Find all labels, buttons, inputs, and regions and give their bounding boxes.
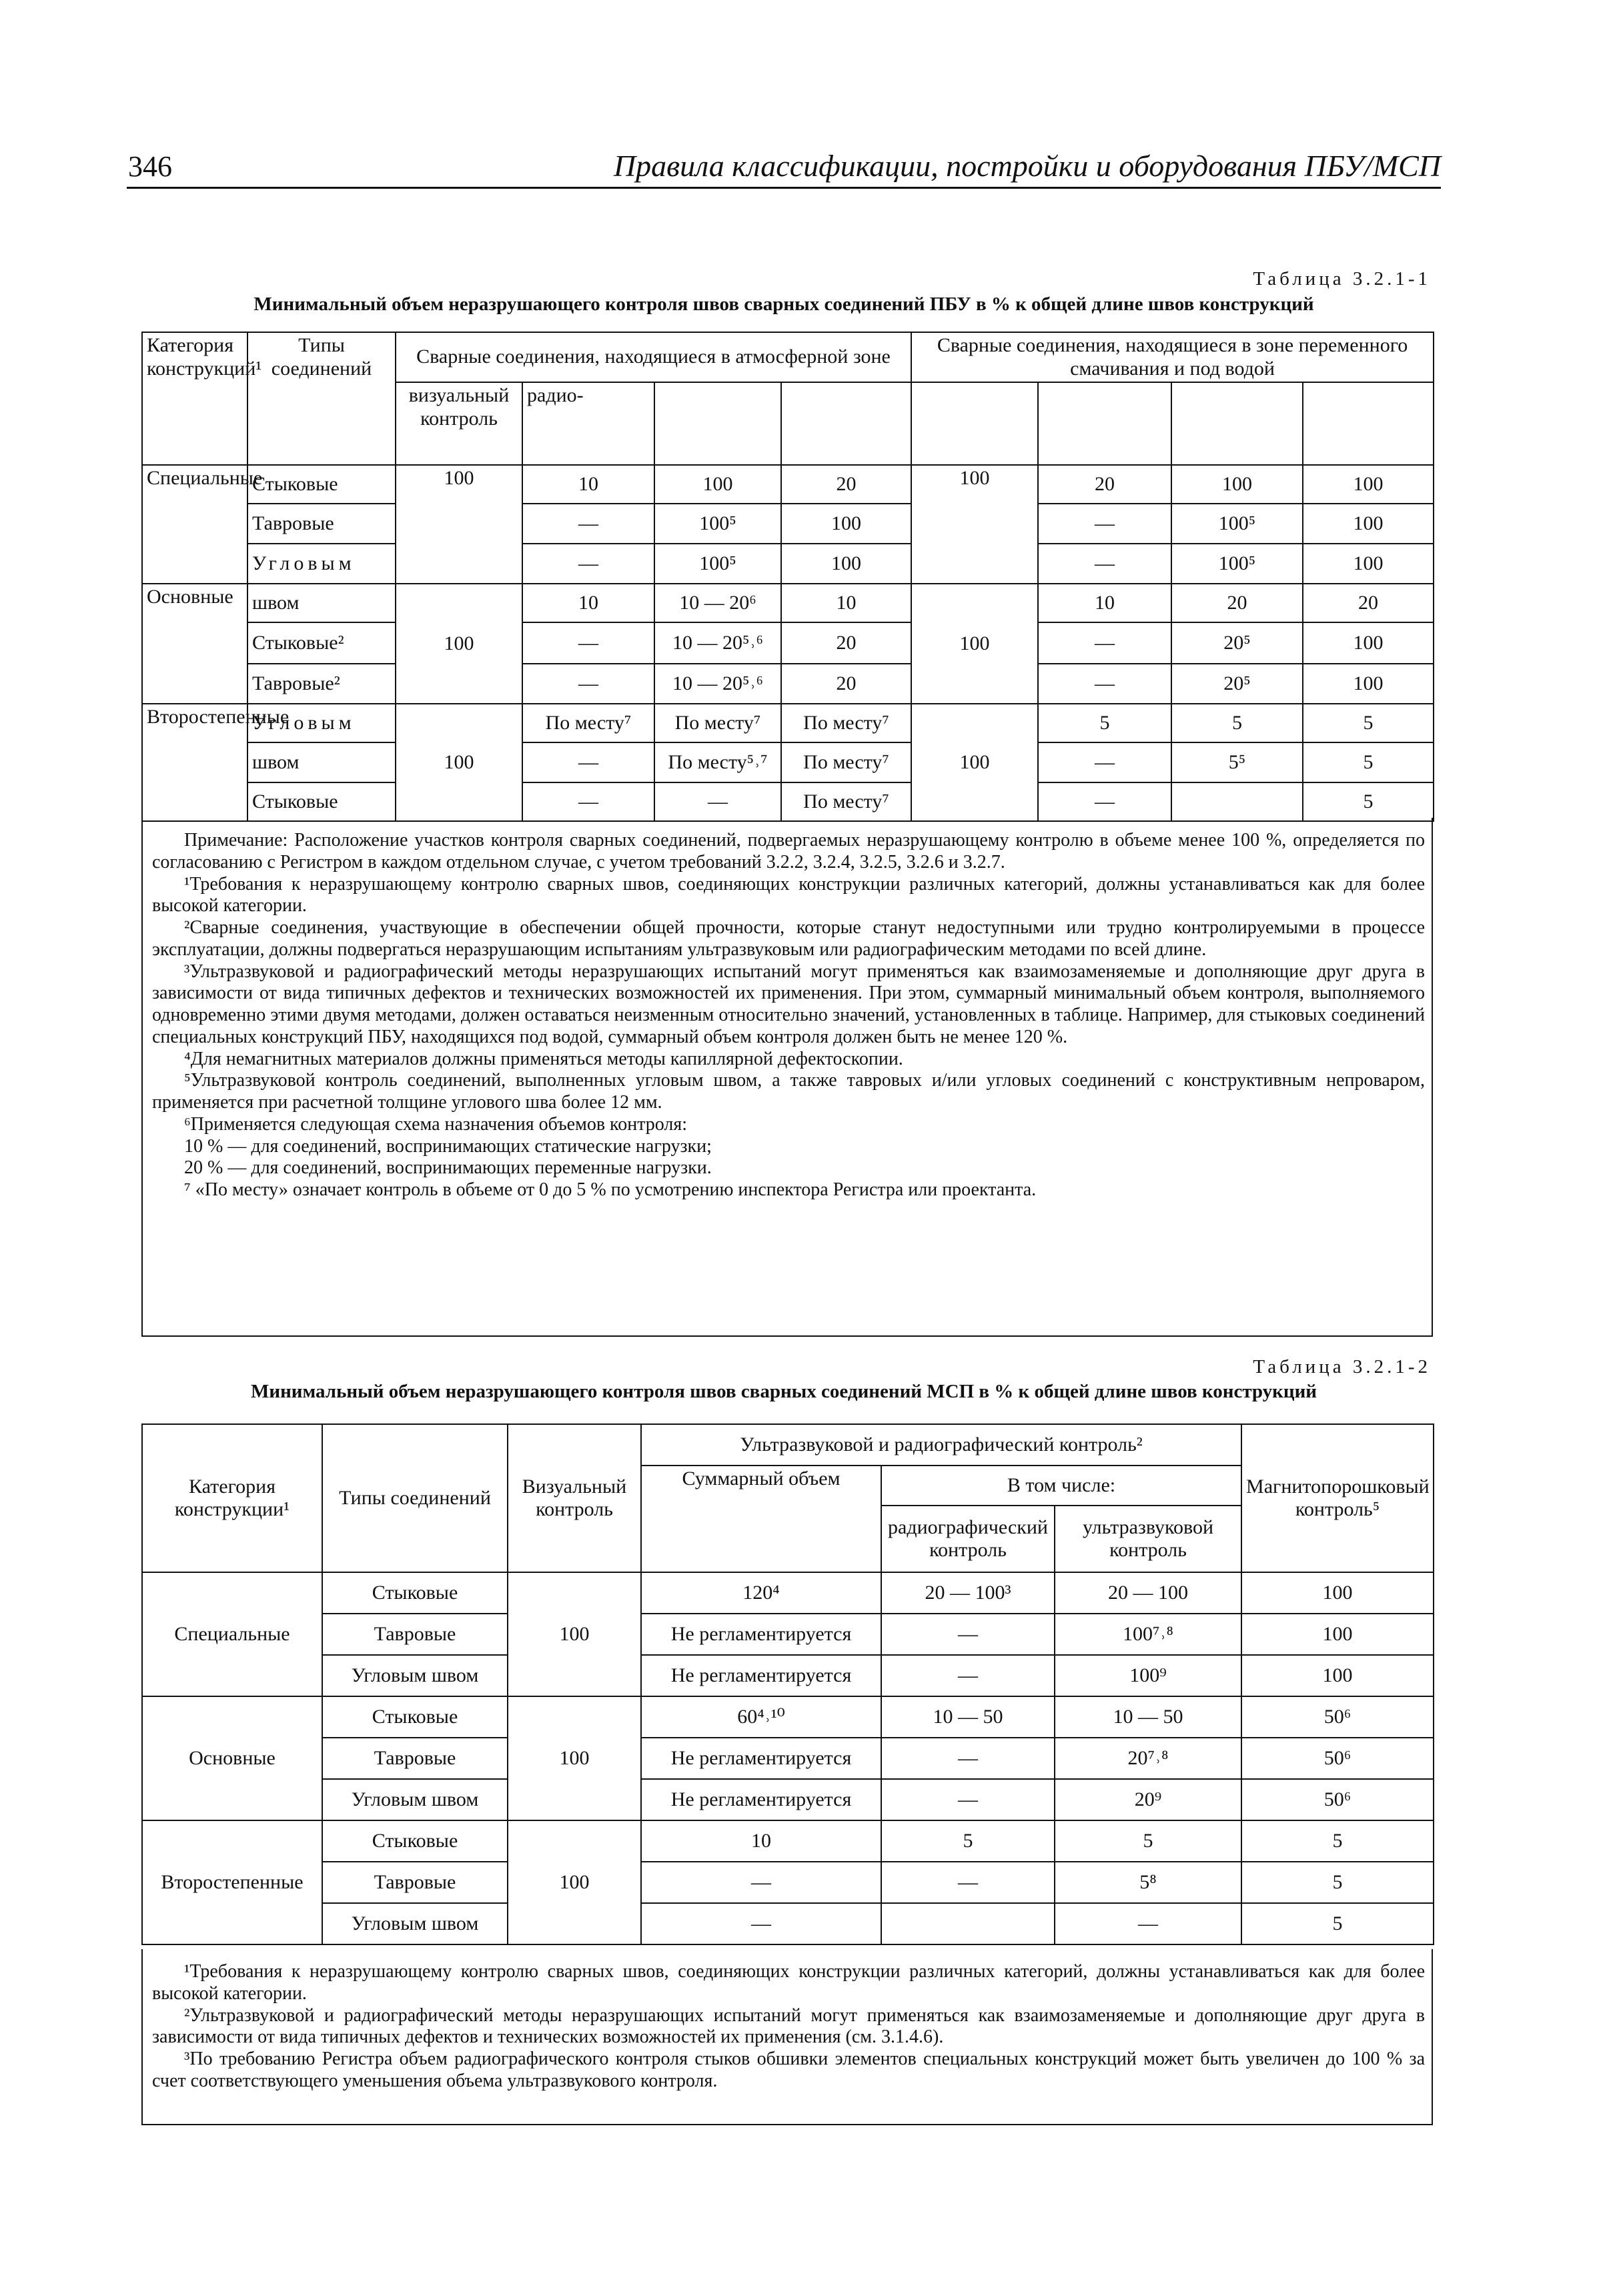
- t1-cell: —: [522, 504, 654, 544]
- t1-cell: 5: [1303, 742, 1434, 782]
- page-header: [127, 145, 1441, 189]
- t1-type: швом: [247, 742, 396, 782]
- t1-atmo-visual: 100: [396, 584, 522, 704]
- t2-cell: Не регламентируется: [641, 1779, 881, 1820]
- t2-cell: 20 — 100³: [881, 1572, 1055, 1614]
- t1-cell: По месту⁷: [781, 782, 911, 821]
- t2-cell: 60⁴˒¹⁰: [641, 1696, 881, 1738]
- t1-cell: 10: [522, 584, 654, 622]
- t2-note: ²Ультразвуковой и радиографический методы неразрушающих испытаний могут применяться как взаимозаменяемые и дополняющие друг друга в зависимости от вида типичных дефектов и технических возможностей их применения (см. 3.1.4.6).: [152, 2004, 1425, 2048]
- t1-note: ⁴Для немагнитных материалов должны применяться методы капиллярной дефектоскопии.: [184, 1048, 903, 1069]
- page-number: 346: [128, 150, 172, 183]
- t2-cell: 20⁹: [1055, 1779, 1241, 1820]
- t1-note: ⁵Ультразвуковой контроль соединений, выполненных угловым швом, а также тавровых и/или угловых соединений с конструктивным непроваром, применяется при расчетной толщине углового шва более 12 мм.: [152, 1070, 1425, 1113]
- t2-header-magnetic: Магнитопорошковый контроль⁵: [1241, 1424, 1434, 1572]
- t2-type: Стыковые: [322, 1696, 508, 1738]
- t1-header-empty: [654, 382, 781, 465]
- t1-type: Стыковые²: [247, 622, 396, 664]
- t2-cell: —: [641, 1862, 881, 1903]
- t1-cell: По месту⁷: [522, 704, 654, 742]
- t2-cell: —: [881, 1862, 1055, 1903]
- t1-cell: 10 — 20⁵˒⁶: [654, 664, 781, 704]
- t1-header-empty: [781, 382, 911, 465]
- table1-label: Таблица 3.2.1-1: [1253, 268, 1431, 290]
- t1-cell: 10 — 20⁶: [654, 584, 781, 622]
- t2-cell: —: [641, 1903, 881, 1944]
- t2-type: Тавровые: [322, 1738, 508, 1779]
- t1-type: Тавровые²: [247, 664, 396, 704]
- t2-visual: 100: [508, 1820, 641, 1944]
- t2-type: Угловым швом: [322, 1655, 508, 1696]
- t1-atmo-visual: 100: [396, 704, 522, 821]
- t2-cell: 100⁷˒⁸: [1055, 1614, 1241, 1655]
- t1-cell: —: [522, 664, 654, 704]
- t1-cell: 100⁵: [654, 504, 781, 544]
- t2-cell: 5: [1241, 1820, 1434, 1862]
- t1-type: Стыковые: [247, 465, 396, 504]
- t2-cell: 10 — 50: [881, 1696, 1055, 1738]
- t2-cell: —: [1055, 1903, 1241, 1944]
- t1-cell: —: [1038, 504, 1171, 544]
- t1-cell: 20: [781, 622, 911, 664]
- table1-title: Минимальный объем неразрушающего контроля швов сварных соединений ПБУ в % к общей длине швов конструкций: [253, 294, 1314, 315]
- t2-type: Стыковые: [322, 1572, 508, 1614]
- t1-cell: 20⁵: [1171, 622, 1303, 664]
- t2-header-us-radio: Ультразвуковой и радиографический контроль²: [641, 1424, 1241, 1466]
- t1-cell: —: [1038, 664, 1171, 704]
- t2-cell: 5: [1241, 1903, 1434, 1944]
- t1-cell: —: [522, 544, 654, 584]
- t2-header-including: В том числе:: [881, 1466, 1241, 1506]
- t1-cell: 100: [654, 465, 781, 504]
- t2-header-ultra: ультразвуковой контроль: [1055, 1506, 1241, 1572]
- t2-cell: —: [881, 1779, 1055, 1820]
- t1-type: Угловым: [247, 704, 396, 742]
- table1: [141, 332, 1434, 822]
- t1-header-empty: [911, 382, 1038, 465]
- t2-cell: 50⁶: [1241, 1696, 1434, 1738]
- t1-category: Специальные: [142, 465, 247, 584]
- t1-cell: [1171, 782, 1303, 821]
- t1-cell: 100: [1303, 664, 1434, 704]
- t1-cell: 20: [1038, 465, 1171, 504]
- t1-cell: По месту⁷: [654, 704, 781, 742]
- t1-cell: 20: [781, 465, 911, 504]
- t1-splash-visual: 100: [911, 704, 1038, 821]
- t2-note: ¹Требования к неразрушающему контролю сварных швов, соединяющих конструкции различных категорий, должны устанавливаться как для более высокой категории.: [152, 1961, 1425, 2004]
- t1-cell: 100⁵: [1171, 504, 1303, 544]
- t2-cell: 100: [1241, 1614, 1434, 1655]
- t2-cell: 50⁶: [1241, 1779, 1434, 1820]
- t1-cell: 5: [1303, 782, 1434, 821]
- t1-cell: 20: [1303, 584, 1434, 622]
- t2-header-types: Типы соединений: [322, 1424, 508, 1572]
- t1-cell: —: [522, 622, 654, 664]
- t1-cell: 100: [1303, 544, 1434, 584]
- t1-note: 10 % — для соединений, воспринимающих статические нагрузки;: [184, 1135, 712, 1157]
- t1-cell: 5⁵: [1171, 742, 1303, 782]
- running-title: Правила классификации, постройки и оборудования ПБУ/МСП: [613, 149, 1441, 183]
- t1-cell: 100⁵: [1171, 544, 1303, 584]
- t1-cell: По месту⁵˒⁷: [654, 742, 781, 782]
- t1-cell: —: [654, 782, 781, 821]
- t1-cell: 100: [1171, 465, 1303, 504]
- t2-category: Специальные: [142, 1572, 322, 1696]
- t1-type: Угловым: [247, 544, 396, 584]
- t1-cell: 20: [781, 664, 911, 704]
- t1-cell: По месту⁷: [781, 742, 911, 782]
- t1-cell: 20⁵: [1171, 664, 1303, 704]
- t1-cell: 100⁵: [654, 544, 781, 584]
- t1-header-radio: радио-: [522, 382, 654, 465]
- t1-cell: 10: [522, 465, 654, 504]
- t1-cell: —: [522, 742, 654, 782]
- t1-header-splash-group: Сварные соединения, находящиеся в зоне переменного смачивания и под водой: [911, 332, 1434, 382]
- t1-cell: 10: [1038, 584, 1171, 622]
- t1-note: ⁷ «По месту» означает контроль в объеме от 0 до 5 % по усмотрению инспектора Регистра или проектанта.: [184, 1179, 1037, 1200]
- t1-cell: 100: [781, 544, 911, 584]
- t1-cell: —: [1038, 622, 1171, 664]
- t1-cell: 100: [1303, 504, 1434, 544]
- t1-note: ¹Требования к неразрушающему контролю сварных швов, соединяющих конструкции различных категорий, должны устанавливаться как для более высокой категории.: [152, 873, 1425, 917]
- t1-type: швом: [247, 584, 396, 622]
- t2-category: Второстепенные: [142, 1820, 322, 1944]
- t1-cell: 10: [781, 584, 911, 622]
- t2-cell: [881, 1903, 1055, 1944]
- t2-cell: 100: [1241, 1572, 1434, 1614]
- t2-type: Угловым швом: [322, 1779, 508, 1820]
- t1-header-empty: [1171, 382, 1303, 465]
- t2-cell: 10 — 50: [1055, 1696, 1241, 1738]
- t2-header-category: Категория конструкции¹: [142, 1424, 322, 1572]
- t1-type: Тавровые: [247, 504, 396, 544]
- t2-cell: Не регламентируется: [641, 1738, 881, 1779]
- t2-type: Стыковые: [322, 1820, 508, 1862]
- t2-cell: 50⁶: [1241, 1738, 1434, 1779]
- table2-notes: [141, 1949, 1433, 2125]
- t2-cell: 20 — 100: [1055, 1572, 1241, 1614]
- t2-cell: 5⁸: [1055, 1862, 1241, 1903]
- t2-cell: Не регламентируется: [641, 1655, 881, 1696]
- t1-header-types: Типы соединений: [247, 332, 396, 465]
- t2-category: Основные: [142, 1696, 322, 1820]
- t1-cell: 5: [1303, 704, 1434, 742]
- t1-cell: 5: [1038, 704, 1171, 742]
- t1-note: ³Ультразвуковой и радиографический методы неразрушающих испытаний могут применяться как взаимозаменяемые и дополняющие друг друга в зависимости от вида типичных дефектов и технических возможностей их применения. При этом, суммарный минимальный объем контроля, выполняемого одновременно этими двумя методами, должен оставаться неизменным относительно значений, установленных в таблице. Например, для стыковых соединений специальных конструкций ПБУ, находящихся под водой, суммарный объем контроля должен быть не менее 120 %.: [152, 961, 1425, 1047]
- t2-cell: 5: [1055, 1820, 1241, 1862]
- t2-type: Тавровые: [322, 1614, 508, 1655]
- t1-splash-visual: 100: [911, 584, 1038, 704]
- t1-header-category: Категория конструкций¹: [142, 332, 247, 465]
- t1-cell: —: [1038, 742, 1171, 782]
- t2-cell: 20⁷˒⁸: [1055, 1738, 1241, 1779]
- t1-header-empty: [1038, 382, 1171, 465]
- t2-note: ³По требованию Регистра объем радиографического контроля стыков обшивки элементов специальных конструкций может быть увеличен до 100 % за счет соответствующего уменьшения объема ультразвукового контроля.: [152, 2049, 1425, 2091]
- t1-header-visual: визуальный контроль: [396, 382, 522, 465]
- t2-visual: 100: [508, 1572, 641, 1696]
- t1-cell: 100: [1303, 622, 1434, 664]
- t2-cell: 10: [641, 1820, 881, 1862]
- t1-note: 20 % — для соединений, воспринимающих переменные нагрузки.: [184, 1157, 712, 1179]
- t2-cell: 5: [881, 1820, 1055, 1862]
- t2-type: Угловым швом: [322, 1903, 508, 1944]
- t1-note: ⁶Применяется следующая схема назначения объемов контроля:: [184, 1113, 688, 1135]
- table2-title: Минимальный объем неразрушающего контроля швов сварных соединений МСП в % к общей длине швов конструкций: [250, 1381, 1317, 1402]
- t1-cell: По месту⁷: [781, 704, 911, 742]
- t1-cell: 100: [781, 504, 911, 544]
- t1-cell: —: [1038, 544, 1171, 584]
- t2-cell: —: [881, 1655, 1055, 1696]
- t1-type: Стыковые: [247, 782, 396, 821]
- t2-cell: 100: [1241, 1655, 1434, 1696]
- t1-note: Примечание: Расположение участков контроля сварных соединений, подвергаемых неразрушающему контролю в объеме менее 100 %, определяется по согласованию с Регистром в каждом отдельном случае, с учетом требований 3.2.2, 3.2.4, 3.2.5, 3.2.6 и 3.2.7.: [152, 830, 1425, 873]
- t1-splash-visual: 100: [911, 465, 1038, 584]
- t2-visual: 100: [508, 1696, 641, 1820]
- t1-header-empty: [1303, 382, 1434, 465]
- t2-cell: —: [881, 1614, 1055, 1655]
- t2-cell: —: [881, 1738, 1055, 1779]
- table2-label: Таблица 3.2.1-2: [1253, 1356, 1431, 1377]
- t1-cell: 100: [1303, 465, 1434, 504]
- t1-category: Второстепенные: [142, 704, 247, 821]
- t2-header-visual: Визуальный контроль: [508, 1424, 641, 1572]
- table2: [141, 1423, 1434, 1945]
- t1-category: Основные: [142, 584, 247, 704]
- t1-cell: 10 — 20⁵˒⁶: [654, 622, 781, 664]
- t1-cell: 20: [1171, 584, 1303, 622]
- t2-cell: Не регламентируется: [641, 1614, 881, 1655]
- t2-header-radio: радиографический контроль: [881, 1506, 1055, 1572]
- t1-header-atmo-group: Сварные соединения, находящиеся в атмосферной зоне: [396, 332, 911, 382]
- t1-cell: 5: [1171, 704, 1303, 742]
- t1-atmo-visual: 100: [396, 465, 522, 584]
- t2-cell: 100⁹: [1055, 1655, 1241, 1696]
- table1-notes: [141, 818, 1433, 1337]
- t2-header-total: Суммарный объем: [641, 1466, 881, 1572]
- t2-type: Тавровые: [322, 1862, 508, 1903]
- t1-cell: —: [1038, 782, 1171, 821]
- t1-note: ²Сварные соединения, участвующие в обеспечении общей прочности, которые станут недоступными или трудно контролируемыми в процессе эксплуатации, должны подвергаться неразрушающим испытаниям ультразвуковым или радиографическим методами по всей длине.: [152, 917, 1425, 960]
- t1-cell: —: [522, 782, 654, 821]
- t2-cell: 120⁴: [641, 1572, 881, 1614]
- t2-cell: 5: [1241, 1862, 1434, 1903]
